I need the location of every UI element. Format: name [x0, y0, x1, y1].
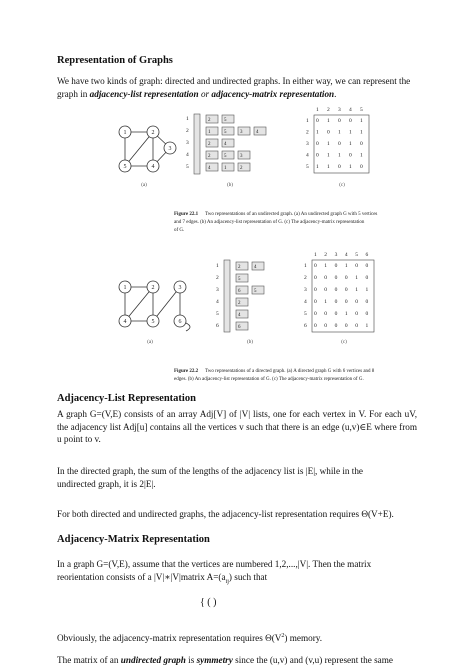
matrix-cell: 1 [344, 311, 348, 317]
matrix-cell: 1 [316, 129, 319, 136]
matrix-header-cell: 3 [334, 252, 338, 258]
matrix-cell: 0 [344, 299, 348, 305]
matrix-cell: 0 [365, 263, 369, 269]
adjacency-matrix-heading: Adjacency-Matrix Representation [57, 534, 210, 545]
svg-text:3: 3 [168, 146, 172, 152]
matrix-cell: 0 [334, 263, 338, 269]
matrix-cell: 0 [314, 299, 317, 305]
matrix-cell: 0 [360, 164, 363, 170]
adjacency-list-para2 [57, 465, 417, 490]
fig1-caption-line1: Two representations of an undirected graph. (a) An undirected graph G with 5 vertices [205, 212, 378, 217]
matrix-cell: 1 [324, 263, 328, 269]
matrix-cell: 0 [338, 141, 341, 147]
matrix-header-cell: 1 [314, 252, 317, 258]
matrix-cell: 0 [324, 287, 328, 293]
intro-paragraph [57, 75, 417, 100]
matrix-cell: 1 [327, 141, 330, 147]
matrix-cell: 0 [355, 263, 358, 269]
svg-text:3: 3 [186, 140, 189, 146]
svg-text:2: 2 [151, 130, 155, 136]
matrix-cell: 0 [334, 287, 338, 293]
matrix-cell: 0 [344, 287, 348, 293]
svg-text:4: 4 [216, 299, 219, 305]
svg-text:5: 5 [254, 289, 257, 294]
matrix-cell: 0 [316, 152, 319, 159]
fig2-label-a: (a) [147, 340, 153, 345]
matrix-row-label: 5 [306, 164, 309, 170]
svg-text:1: 1 [224, 166, 227, 171]
svg-text:4: 4 [208, 166, 211, 171]
graph-nodes [119, 126, 176, 172]
matrix-row-label: 4 [306, 152, 309, 159]
matrix-cell: 0 [338, 118, 341, 124]
svg-text:5: 5 [216, 311, 219, 317]
svg-text:3: 3 [240, 154, 243, 159]
svg-text:5: 5 [224, 130, 227, 135]
svg-text:2: 2 [238, 301, 241, 306]
undirected-graph [125, 132, 170, 166]
adjacency-matrix-para1 [57, 558, 427, 588]
svg-text:4: 4 [238, 313, 241, 318]
svg-text:4: 4 [123, 319, 127, 325]
matrix-cell: 0 [349, 118, 352, 124]
svg-text:5: 5 [224, 118, 227, 123]
fig1-caption-num: Figure 22.1 [174, 212, 199, 217]
adjacency-list-para2-line1: In the directed graph, the sum of the lengths of the adjacency list is |E|, while in the [57, 466, 364, 476]
intro-end: . [334, 88, 337, 99]
matrix-cell: 0 [334, 299, 338, 305]
matrix-cell: 0 [355, 323, 358, 329]
adjacency-matrix-6 [304, 252, 374, 332]
svg-text:5: 5 [224, 154, 227, 159]
svg-text:1: 1 [186, 116, 189, 122]
adjacency-list-heading: Adjacency-List Representation [57, 393, 196, 404]
formula: { ( ) [200, 597, 217, 608]
intro-or: or [198, 88, 212, 99]
svg-text:1: 1 [123, 130, 127, 136]
matrix-header-cell: 2 [327, 107, 330, 113]
matrix-row-label: 3 [306, 141, 309, 147]
matrix-cell: 1 [365, 323, 369, 329]
matrix-cell: 1 [338, 152, 341, 159]
matrix-cell: 0 [355, 299, 358, 305]
para3-post: since the (u,v) and (v,u) represent the same [232, 655, 393, 665]
para1-pre: reorientation consists of a |V|∗|V|matrix A=(a [57, 571, 226, 582]
adjacency-matrix-5 [306, 107, 369, 173]
matrix-cell: 0 [314, 287, 317, 293]
adjacency-list-diagram-2 [216, 260, 264, 332]
matrix-header-cell: 5 [355, 252, 358, 258]
matrix-header-cell: 4 [344, 252, 348, 258]
matrix-cell: 0 [365, 275, 369, 281]
svg-text:1: 1 [208, 130, 211, 135]
fig1-caption-line3: of G. [174, 228, 185, 233]
matrix-row-label: 4 [304, 299, 307, 305]
matrix-row-label: 5 [304, 311, 307, 317]
fig2-caption-line1: Two representations of a directed graph. (a) A directed graph G with 6 vertices and 8 [205, 369, 375, 374]
matrix-cell: 0 [344, 275, 348, 281]
para3-pre: The matrix of an [57, 655, 121, 665]
svg-text:4: 4 [151, 164, 155, 170]
matrix-cell: 0 [360, 141, 363, 147]
svg-text:5: 5 [123, 164, 127, 170]
para1-sub: ij [225, 578, 229, 585]
figure-22-1 [100, 100, 400, 245]
matrix-cell: 0 [314, 263, 317, 269]
matrix-cell: 1 [344, 263, 348, 269]
matrix-cell: 1 [355, 275, 358, 281]
svg-text:2: 2 [216, 275, 219, 281]
para3-term-undirected: undirected graph [120, 655, 186, 665]
fig2-caption-line2: edges. (b) An adjacency-list representation of G. (c) The adjacency-matrix representation of G. [174, 377, 364, 382]
svg-text:4: 4 [254, 265, 257, 270]
svg-text:4: 4 [224, 142, 227, 147]
fig2-label-b: (b) [247, 340, 253, 345]
adjacency-matrix-para3 [57, 654, 437, 667]
matrix-row-label: 2 [306, 129, 309, 136]
intro-text: We have two kinds of graph: directed and undirected graphs. In either way, we can represent the graph in [57, 76, 411, 99]
adjacency-list-para1: A graph G=(V,E) consists of an array Adj[V] of |V| lists, one for each vertex in V. For each uV, the adjacency list Adj[u] contains all the vertices v such that there is an edge (u,v)∈E where from u point to v. [57, 409, 417, 444]
matrix-cell: 1 [327, 118, 330, 124]
svg-text:2: 2 [208, 154, 211, 159]
matrix-cell: 0 [324, 311, 328, 317]
matrix-header-cell: 6 [365, 252, 369, 258]
figure-22-2 [100, 245, 400, 390]
svg-text:2: 2 [151, 285, 155, 291]
intro-term-adjacency-list: adjacency-list representation [89, 88, 199, 99]
para3-term-symmetry: symmetry [196, 655, 233, 665]
matrix-header-cell: 4 [349, 107, 352, 113]
matrix-cell: 1 [365, 287, 369, 293]
svg-text:4: 4 [256, 130, 259, 135]
matrix-cell: 1 [316, 164, 319, 170]
matrix-cell: 0 [365, 311, 369, 317]
matrix-header-cell: 3 [338, 107, 341, 113]
svg-text:1: 1 [216, 263, 219, 269]
matrix-cell: 1 [360, 152, 363, 159]
svg-text:5: 5 [238, 277, 241, 282]
svg-text:2: 2 [240, 166, 243, 171]
adjacency-matrix-para2 [57, 630, 427, 645]
svg-text:5: 5 [186, 164, 189, 170]
svg-text:5: 5 [151, 319, 155, 325]
para3-mid: is [185, 655, 197, 665]
page-title: Representation of Graphs [57, 55, 173, 66]
adjacency-list-para3: For both directed and undirected graphs, the adjacency-list representation requires Θ(V+E). [57, 509, 394, 519]
matrix-row-label: 1 [306, 118, 309, 124]
para2-sup: 2 [281, 633, 285, 639]
matrix-cell: 0 [314, 275, 317, 281]
matrix-cell: 1 [327, 152, 330, 159]
matrix-cell: 1 [360, 129, 363, 136]
matrix-cell: 1 [349, 129, 352, 136]
matrix-cell: 1 [324, 299, 328, 305]
svg-text:6: 6 [178, 319, 182, 325]
matrix-cell: 0 [334, 311, 338, 317]
matrix-header-cell: 5 [360, 107, 363, 113]
matrix-cell: 0 [327, 129, 330, 136]
matrix-row-label: 6 [304, 323, 307, 329]
svg-text:3: 3 [216, 287, 219, 293]
para1-post: ) such that [228, 571, 268, 582]
svg-text:4: 4 [186, 152, 189, 158]
adjacency-matrix-para1-line1: In a graph G=(V,E), assume that the vertices are numbered 1,2,...,|V|. Then the matrix [57, 559, 372, 569]
adjacency-list-para2-line2: undirected graph, it is 2|E|. [57, 478, 156, 489]
intro-term-adjacency-matrix: adjacency-matrix representation [211, 88, 335, 99]
svg-text:2: 2 [208, 118, 211, 123]
matrix-row-label: 3 [304, 287, 307, 293]
svg-text:6: 6 [238, 325, 241, 330]
fig1-caption-line2: and 7 edges. (b) An adjacency-list representation of G. (c) The adjacency-matrix representation [174, 220, 365, 225]
svg-text:6: 6 [238, 289, 241, 294]
matrix-cell: 1 [349, 164, 352, 170]
fig2-label-c: (c) [341, 340, 347, 345]
matrix-cell: 0 [338, 164, 341, 170]
matrix-cell: 1 [355, 287, 358, 293]
adjacency-matrix-para1-line2 [57, 571, 427, 588]
matrix-cell: 1 [360, 118, 363, 124]
matrix-cell: 1 [327, 164, 330, 170]
fig1-label-a: (a) [141, 183, 147, 188]
matrix-row-label: 2 [304, 275, 307, 281]
matrix-cell: 0 [324, 275, 328, 281]
matrix-cell: 0 [355, 311, 358, 317]
para2-post: ) memory. [284, 633, 323, 644]
matrix-cell: 0 [314, 323, 317, 329]
matrix-cell: 0 [344, 323, 348, 329]
svg-text:3: 3 [178, 285, 182, 291]
matrix-cell: 0 [334, 275, 338, 281]
matrix-cell: 0 [316, 118, 319, 124]
fig1-label-c: (c) [339, 183, 345, 188]
matrix-header-cell: 1 [316, 107, 319, 113]
matrix-cell: 0 [324, 323, 328, 329]
matrix-cell: 0 [314, 311, 317, 317]
matrix-cell: 1 [349, 141, 352, 147]
fig1-label-b: (b) [227, 183, 233, 188]
svg-text:1: 1 [123, 285, 127, 291]
svg-text:6: 6 [216, 323, 219, 329]
fig2-caption-num: Figure 22.2 [174, 369, 199, 374]
matrix-cell: 0 [316, 141, 319, 147]
adjacency-list-diagram [186, 114, 266, 174]
matrix-cell: 0 [349, 152, 352, 159]
matrix-cell: 1 [338, 129, 341, 136]
svg-text:3: 3 [240, 130, 243, 135]
matrix-row-label: 1 [304, 263, 307, 269]
svg-text:2: 2 [186, 128, 189, 134]
svg-text:2: 2 [238, 265, 241, 270]
matrix-cell: 0 [334, 323, 338, 329]
matrix-header-cell: 2 [324, 252, 328, 258]
para2-pre: Obviously, the adjacency-matrix representation requires Θ(V [57, 633, 282, 644]
svg-text:2: 2 [208, 142, 211, 147]
matrix-cell: 0 [365, 299, 369, 305]
